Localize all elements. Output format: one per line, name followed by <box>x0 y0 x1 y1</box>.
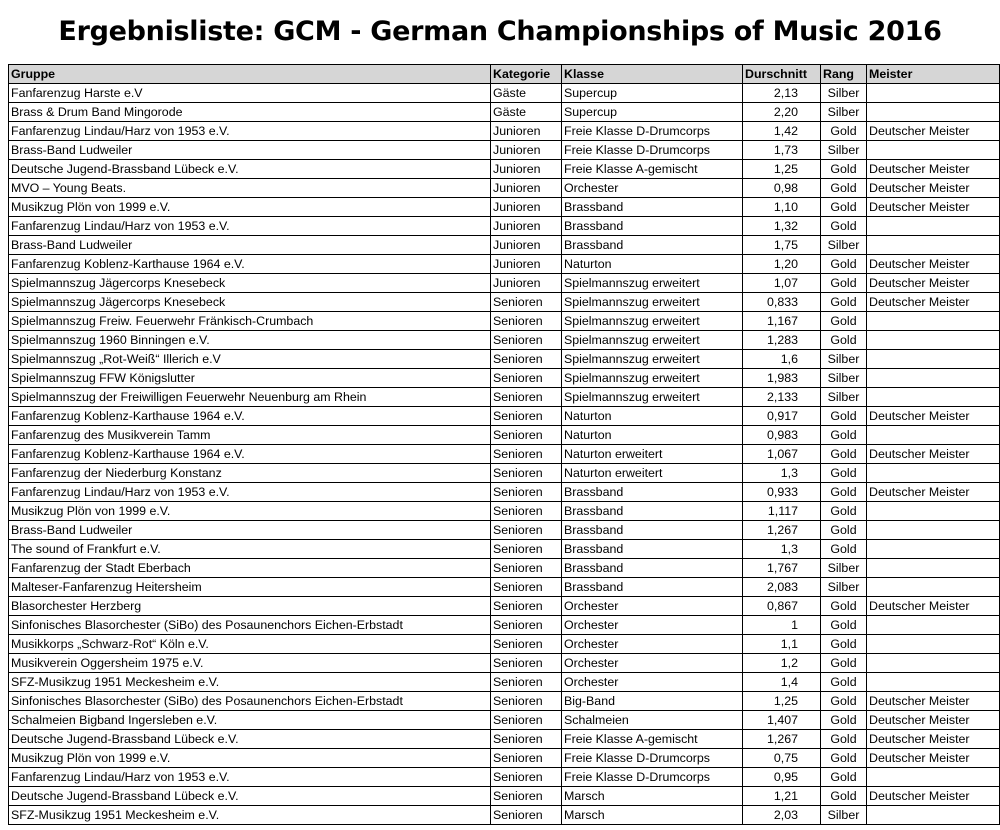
cell-rang: Gold <box>821 217 867 236</box>
cell-kategorie: Senioren <box>491 787 562 806</box>
table-row <box>9 654 1000 673</box>
cell-meister: Deutscher Meister <box>867 274 1000 293</box>
cell-gruppe: Fanfarenzug Harste e.V <box>9 84 491 103</box>
cell-rang: Gold <box>821 597 867 616</box>
cell-klasse: Naturton erweitert <box>562 445 743 464</box>
cell-gruppe: Schalmeien Bigband Ingersleben e.V. <box>9 711 491 730</box>
cell-kategorie: Junioren <box>491 160 562 179</box>
cell-gruppe: Brass-Band Ludweiler <box>9 236 491 255</box>
cell-klasse: Big-Band <box>562 692 743 711</box>
cell-klasse: Orchester <box>562 179 743 198</box>
cell-klasse: Orchester <box>562 673 743 692</box>
cell-klasse: Freie Klasse D-Drumcorps <box>562 768 743 787</box>
cell-kategorie: Senioren <box>491 711 562 730</box>
cell-klasse: Brassband <box>562 540 743 559</box>
cell-kategorie: Junioren <box>491 141 562 160</box>
cell-meister <box>867 559 1000 578</box>
cell-klasse: Orchester <box>562 597 743 616</box>
cell-kategorie: Junioren <box>491 198 562 217</box>
cell-kategorie: Senioren <box>491 559 562 578</box>
cell-gruppe: Fanfarenzug Koblenz-Karthause 1964 e.V. <box>9 407 491 426</box>
cell-kategorie: Senioren <box>491 426 562 445</box>
table-row <box>9 407 1000 426</box>
cell-gruppe: Spielmannszug Jägercorps Knesebeck <box>9 274 491 293</box>
cell-meister: Deutscher Meister <box>867 160 1000 179</box>
cell-klasse: Freie Klasse A-gemischt <box>562 730 743 749</box>
cell-rang: Gold <box>821 312 867 331</box>
cell-klasse: Freie Klasse A-gemischt <box>562 160 743 179</box>
cell-gruppe: Musikkorps „Schwarz-Rot“ Köln e.V. <box>9 635 491 654</box>
table-row <box>9 768 1000 787</box>
cell-klasse: Orchester <box>562 635 743 654</box>
cell-durschnitt: 1,10 <box>743 198 821 217</box>
cell-durschnitt: 1,73 <box>743 141 821 160</box>
cell-klasse: Freie Klasse D-Drumcorps <box>562 122 743 141</box>
column-header-klasse: Klasse <box>562 65 743 84</box>
cell-durschnitt: 1,21 <box>743 787 821 806</box>
cell-meister: Deutscher Meister <box>867 787 1000 806</box>
cell-kategorie: Junioren <box>491 122 562 141</box>
cell-gruppe: Fanfarenzug der Niederburg Konstanz <box>9 464 491 483</box>
cell-meister <box>867 236 1000 255</box>
table-row <box>9 198 1000 217</box>
cell-gruppe: Brass-Band Ludweiler <box>9 521 491 540</box>
cell-kategorie: Gäste <box>491 84 562 103</box>
table-row <box>9 255 1000 274</box>
cell-meister <box>867 369 1000 388</box>
cell-kategorie: Senioren <box>491 483 562 502</box>
table-row <box>9 578 1000 597</box>
cell-gruppe: Musikzug Plön von 1999 e.V. <box>9 198 491 217</box>
cell-gruppe: Blasorchester Herzberg <box>9 597 491 616</box>
cell-klasse: Brassband <box>562 502 743 521</box>
cell-rang: Gold <box>821 616 867 635</box>
cell-durschnitt: 1,767 <box>743 559 821 578</box>
cell-gruppe: Brass & Drum Band Mingorode <box>9 103 491 122</box>
cell-meister <box>867 521 1000 540</box>
cell-durschnitt: 1,25 <box>743 160 821 179</box>
cell-kategorie: Senioren <box>491 464 562 483</box>
table-row <box>9 426 1000 445</box>
cell-rang: Gold <box>821 293 867 312</box>
cell-kategorie: Senioren <box>491 616 562 635</box>
table-row <box>9 122 1000 141</box>
cell-kategorie: Junioren <box>491 179 562 198</box>
cell-gruppe: Malteser-Fanfarenzug Heitersheim <box>9 578 491 597</box>
cell-meister <box>867 331 1000 350</box>
cell-gruppe: Fanfarenzug Lindau/Harz von 1953 e.V. <box>9 122 491 141</box>
cell-durschnitt: 2,133 <box>743 388 821 407</box>
table-row <box>9 692 1000 711</box>
cell-durschnitt: 1,407 <box>743 711 821 730</box>
cell-klasse: Spielmannszug erweitert <box>562 388 743 407</box>
cell-kategorie: Senioren <box>491 502 562 521</box>
cell-kategorie: Senioren <box>491 597 562 616</box>
cell-meister <box>867 141 1000 160</box>
cell-klasse: Naturton <box>562 426 743 445</box>
cell-durschnitt: 0,75 <box>743 749 821 768</box>
cell-gruppe: Spielmannszug „Rot-Weiß“ Illerich e.V <box>9 350 491 369</box>
cell-kategorie: Senioren <box>491 635 562 654</box>
cell-durschnitt: 2,20 <box>743 103 821 122</box>
cell-gruppe: The sound of Frankfurt e.V. <box>9 540 491 559</box>
cell-meister <box>867 502 1000 521</box>
cell-gruppe: Musikzug Plön von 1999 e.V. <box>9 749 491 768</box>
cell-gruppe: Fanfarenzug Lindau/Harz von 1953 e.V. <box>9 483 491 502</box>
cell-durschnitt: 2,03 <box>743 806 821 825</box>
cell-durschnitt: 0,983 <box>743 426 821 445</box>
table-row <box>9 103 1000 122</box>
cell-klasse: Spielmannszug erweitert <box>562 274 743 293</box>
cell-durschnitt: 1,117 <box>743 502 821 521</box>
cell-gruppe: Musikverein Oggersheim 1975 e.V. <box>9 654 491 673</box>
cell-durschnitt: 1,267 <box>743 521 821 540</box>
cell-meister: Deutscher Meister <box>867 255 1000 274</box>
table-row <box>9 521 1000 540</box>
cell-gruppe: Spielmannszug der Freiwilligen Feuerwehr Neuenburg am Rhein <box>9 388 491 407</box>
cell-rang: Gold <box>821 540 867 559</box>
cell-klasse: Spielmannszug erweitert <box>562 293 743 312</box>
column-header-meister: Meister <box>867 65 1000 84</box>
cell-klasse: Marsch <box>562 806 743 825</box>
cell-rang: Gold <box>821 426 867 445</box>
cell-kategorie: Senioren <box>491 445 562 464</box>
cell-meister: Deutscher Meister <box>867 198 1000 217</box>
cell-rang: Silber <box>821 388 867 407</box>
cell-rang: Gold <box>821 730 867 749</box>
cell-durschnitt: 1,25 <box>743 692 821 711</box>
cell-kategorie: Senioren <box>491 521 562 540</box>
column-header-rang: Rang <box>821 65 867 84</box>
cell-kategorie: Senioren <box>491 768 562 787</box>
cell-rang: Gold <box>821 787 867 806</box>
cell-meister: Deutscher Meister <box>867 597 1000 616</box>
cell-gruppe: SFZ-Musikzug 1951 Meckesheim e.V. <box>9 806 491 825</box>
cell-gruppe: Musikzug Plön von 1999 e.V. <box>9 502 491 521</box>
cell-meister <box>867 103 1000 122</box>
cell-rang: Gold <box>821 464 867 483</box>
cell-klasse: Supercup <box>562 103 743 122</box>
cell-durschnitt: 1,75 <box>743 236 821 255</box>
cell-rang: Gold <box>821 445 867 464</box>
table-row <box>9 445 1000 464</box>
cell-durschnitt: 2,13 <box>743 84 821 103</box>
cell-kategorie: Junioren <box>491 274 562 293</box>
cell-meister <box>867 673 1000 692</box>
cell-meister: Deutscher Meister <box>867 730 1000 749</box>
cell-meister <box>867 426 1000 445</box>
cell-durschnitt: 1,07 <box>743 274 821 293</box>
cell-kategorie: Junioren <box>491 255 562 274</box>
table-row <box>9 179 1000 198</box>
cell-durschnitt: 1,167 <box>743 312 821 331</box>
cell-gruppe: Deutsche Jugend-Brassband Lübeck e.V. <box>9 730 491 749</box>
cell-gruppe: Sinfonisches Blasorchester (SiBo) des Posaunenchors Eichen-Erbstadt <box>9 616 491 635</box>
cell-gruppe: Spielmannszug Freiw. Feuerwehr Fränkisch-Crumbach <box>9 312 491 331</box>
cell-klasse: Brassband <box>562 521 743 540</box>
column-header-durschnitt: Durschnitt <box>743 65 821 84</box>
cell-rang: Gold <box>821 160 867 179</box>
cell-durschnitt: 0,867 <box>743 597 821 616</box>
cell-meister: Deutscher Meister <box>867 692 1000 711</box>
cell-klasse: Spielmannszug erweitert <box>562 350 743 369</box>
cell-kategorie: Senioren <box>491 388 562 407</box>
cell-rang: Gold <box>821 635 867 654</box>
cell-durschnitt: 1 <box>743 616 821 635</box>
cell-durschnitt: 1,1 <box>743 635 821 654</box>
cell-meister <box>867 217 1000 236</box>
cell-kategorie: Senioren <box>491 673 562 692</box>
cell-klasse: Marsch <box>562 787 743 806</box>
cell-rang: Silber <box>821 578 867 597</box>
cell-meister: Deutscher Meister <box>867 407 1000 426</box>
cell-gruppe: Brass-Band Ludweiler <box>9 141 491 160</box>
cell-rang: Silber <box>821 236 867 255</box>
cell-durschnitt: 2,083 <box>743 578 821 597</box>
cell-kategorie: Senioren <box>491 293 562 312</box>
cell-meister <box>867 806 1000 825</box>
cell-rang: Gold <box>821 483 867 502</box>
cell-rang: Gold <box>821 331 867 350</box>
cell-klasse: Spielmannszug erweitert <box>562 312 743 331</box>
cell-kategorie: Junioren <box>491 217 562 236</box>
cell-rang: Gold <box>821 255 867 274</box>
cell-gruppe: SFZ-Musikzug 1951 Meckesheim e.V. <box>9 673 491 692</box>
cell-rang: Gold <box>821 768 867 787</box>
cell-kategorie: Senioren <box>491 540 562 559</box>
cell-rang: Silber <box>821 84 867 103</box>
cell-rang: Gold <box>821 502 867 521</box>
table-row <box>9 274 1000 293</box>
cell-durschnitt: 1,6 <box>743 350 821 369</box>
cell-gruppe: Spielmannszug Jägercorps Knesebeck <box>9 293 491 312</box>
cell-rang: Gold <box>821 122 867 141</box>
table-row <box>9 369 1000 388</box>
cell-meister <box>867 350 1000 369</box>
cell-meister <box>867 464 1000 483</box>
table-row <box>9 616 1000 635</box>
cell-durschnitt: 0,933 <box>743 483 821 502</box>
page-title: Ergebnisliste: GCM - German Championships of Music 2016 <box>58 16 942 47</box>
cell-klasse: Orchester <box>562 616 743 635</box>
table-row <box>9 559 1000 578</box>
cell-gruppe: MVO – Young Beats. <box>9 179 491 198</box>
cell-kategorie: Senioren <box>491 578 562 597</box>
cell-meister <box>867 635 1000 654</box>
cell-kategorie: Senioren <box>491 654 562 673</box>
column-header-kategorie: Kategorie <box>491 65 562 84</box>
cell-meister: Deutscher Meister <box>867 293 1000 312</box>
cell-durschnitt: 0,833 <box>743 293 821 312</box>
table-row <box>9 350 1000 369</box>
cell-klasse: Brassband <box>562 483 743 502</box>
cell-meister <box>867 768 1000 787</box>
cell-rang: Gold <box>821 692 867 711</box>
cell-rang: Gold <box>821 274 867 293</box>
cell-rang: Gold <box>821 711 867 730</box>
cell-rang: Silber <box>821 103 867 122</box>
cell-klasse: Naturton erweitert <box>562 464 743 483</box>
cell-klasse: Naturton <box>562 407 743 426</box>
cell-meister: Deutscher Meister <box>867 749 1000 768</box>
cell-meister <box>867 388 1000 407</box>
cell-kategorie: Senioren <box>491 350 562 369</box>
cell-gruppe: Spielmannszug 1960 Binningen e.V. <box>9 331 491 350</box>
cell-kategorie: Senioren <box>491 692 562 711</box>
header-row <box>9 65 1000 84</box>
cell-durschnitt: 0,98 <box>743 179 821 198</box>
cell-meister: Deutscher Meister <box>867 483 1000 502</box>
table-row <box>9 635 1000 654</box>
cell-durschnitt: 1,267 <box>743 730 821 749</box>
cell-meister: Deutscher Meister <box>867 179 1000 198</box>
cell-rang: Silber <box>821 141 867 160</box>
cell-gruppe: Fanfarenzug Lindau/Harz von 1953 e.V. <box>9 768 491 787</box>
cell-durschnitt: 1,20 <box>743 255 821 274</box>
cell-klasse: Spielmannszug erweitert <box>562 331 743 350</box>
cell-rang: Gold <box>821 749 867 768</box>
cell-rang: Silber <box>821 559 867 578</box>
cell-gruppe: Fanfarenzug der Stadt Eberbach <box>9 559 491 578</box>
table-row <box>9 597 1000 616</box>
cell-meister <box>867 616 1000 635</box>
cell-gruppe: Spielmannszug FFW Königslutter <box>9 369 491 388</box>
cell-meister <box>867 654 1000 673</box>
table-row <box>9 331 1000 350</box>
cell-durschnitt: 1,3 <box>743 464 821 483</box>
cell-durschnitt: 1,3 <box>743 540 821 559</box>
table-row <box>9 806 1000 825</box>
cell-meister: Deutscher Meister <box>867 445 1000 464</box>
table-row <box>9 84 1000 103</box>
cell-gruppe: Deutsche Jugend-Brassband Lübeck e.V. <box>9 160 491 179</box>
cell-gruppe: Fanfarenzug Koblenz-Karthause 1964 e.V. <box>9 255 491 274</box>
cell-durschnitt: 1,42 <box>743 122 821 141</box>
cell-rang: Gold <box>821 179 867 198</box>
cell-durschnitt: 1,983 <box>743 369 821 388</box>
cell-meister: Deutscher Meister <box>867 711 1000 730</box>
cell-gruppe: Fanfarenzug Koblenz-Karthause 1964 e.V. <box>9 445 491 464</box>
cell-kategorie: Senioren <box>491 730 562 749</box>
table-row <box>9 711 1000 730</box>
cell-durschnitt: 1,32 <box>743 217 821 236</box>
cell-kategorie: Senioren <box>491 331 562 350</box>
cell-gruppe: Deutsche Jugend-Brassband Lübeck e.V. <box>9 787 491 806</box>
cell-durschnitt: 0,917 <box>743 407 821 426</box>
cell-rang: Silber <box>821 350 867 369</box>
cell-rang: Gold <box>821 407 867 426</box>
cell-meister <box>867 84 1000 103</box>
table-row <box>9 749 1000 768</box>
cell-meister: Deutscher Meister <box>867 122 1000 141</box>
cell-gruppe: Sinfonisches Blasorchester (SiBo) des Posaunenchors Eichen-Erbstadt <box>9 692 491 711</box>
table-row <box>9 464 1000 483</box>
cell-kategorie: Gäste <box>491 103 562 122</box>
cell-meister <box>867 578 1000 597</box>
cell-klasse: Brassband <box>562 236 743 255</box>
cell-gruppe: Fanfarenzug Lindau/Harz von 1953 e.V. <box>9 217 491 236</box>
table-row <box>9 217 1000 236</box>
cell-kategorie: Senioren <box>491 407 562 426</box>
cell-klasse: Brassband <box>562 198 743 217</box>
table-row <box>9 312 1000 331</box>
cell-klasse: Freie Klasse D-Drumcorps <box>562 749 743 768</box>
cell-kategorie: Senioren <box>491 749 562 768</box>
cell-klasse: Brassband <box>562 217 743 236</box>
table-row <box>9 483 1000 502</box>
cell-meister <box>867 312 1000 331</box>
cell-gruppe: Fanfarenzug des Musikverein Tamm <box>9 426 491 445</box>
cell-klasse: Brassband <box>562 578 743 597</box>
cell-kategorie: Junioren <box>491 236 562 255</box>
table-row <box>9 673 1000 692</box>
cell-durschnitt: 1,2 <box>743 654 821 673</box>
cell-klasse: Orchester <box>562 654 743 673</box>
cell-klasse: Supercup <box>562 84 743 103</box>
cell-durschnitt: 0,95 <box>743 768 821 787</box>
cell-klasse: Naturton <box>562 255 743 274</box>
cell-kategorie: Senioren <box>491 312 562 331</box>
cell-klasse: Spielmannszug erweitert <box>562 369 743 388</box>
cell-rang: Gold <box>821 198 867 217</box>
table-row <box>9 160 1000 179</box>
table-row <box>9 787 1000 806</box>
cell-rang: Silber <box>821 806 867 825</box>
table-row <box>9 293 1000 312</box>
cell-klasse: Schalmeien <box>562 711 743 730</box>
cell-rang: Gold <box>821 521 867 540</box>
table-row <box>9 502 1000 521</box>
table-row <box>9 141 1000 160</box>
column-header-gruppe: Gruppe <box>9 65 491 84</box>
cell-meister <box>867 540 1000 559</box>
table-row <box>9 730 1000 749</box>
cell-kategorie: Senioren <box>491 806 562 825</box>
table-row <box>9 388 1000 407</box>
cell-rang: Gold <box>821 654 867 673</box>
cell-klasse: Brassband <box>562 559 743 578</box>
table-row <box>9 236 1000 255</box>
cell-rang: Gold <box>821 673 867 692</box>
cell-durschnitt: 1,067 <box>743 445 821 464</box>
cell-durschnitt: 1,4 <box>743 673 821 692</box>
table-row <box>9 540 1000 559</box>
cell-durschnitt: 1,283 <box>743 331 821 350</box>
cell-klasse: Freie Klasse D-Drumcorps <box>562 141 743 160</box>
cell-kategorie: Senioren <box>491 369 562 388</box>
cell-rang: Silber <box>821 369 867 388</box>
results-table <box>8 64 1000 825</box>
